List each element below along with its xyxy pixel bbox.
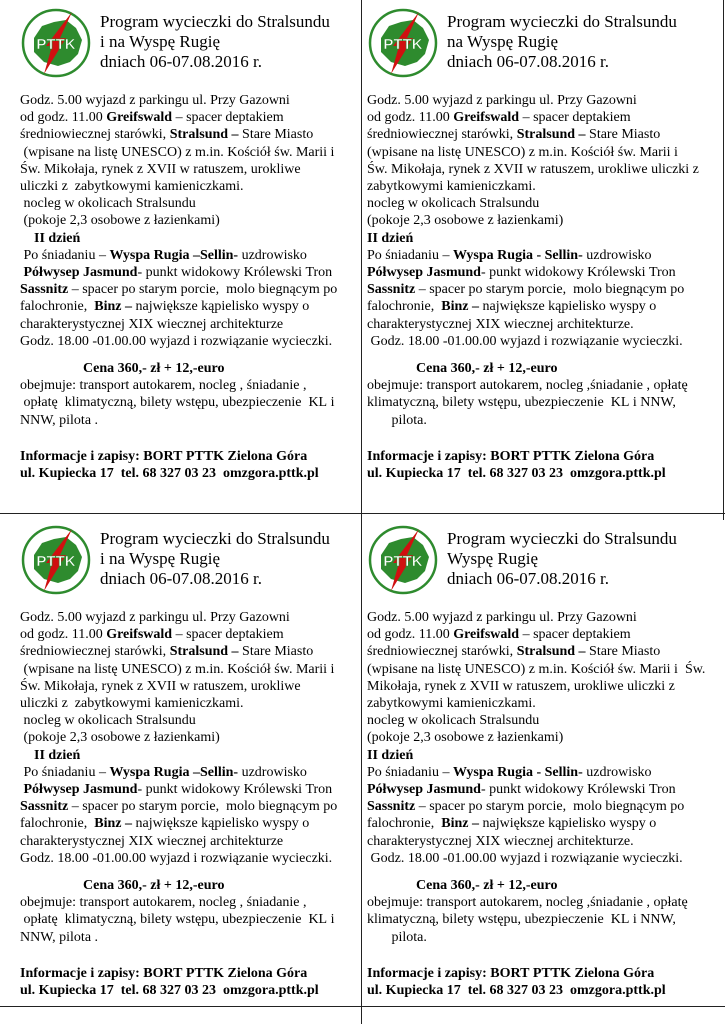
program-line bbox=[367, 230, 712, 247]
program-line bbox=[367, 247, 712, 264]
flyer-body bbox=[20, 92, 365, 482]
text: (wpisane na listę UNESCO) z m.in. Kościół św. Marii i bbox=[20, 144, 335, 160]
text: uzdrowisko bbox=[238, 764, 307, 780]
right-edge-line bbox=[723, 0, 724, 520]
text: (pokoje 2,3 osobowe z łazienkami) bbox=[367, 730, 564, 746]
program-line bbox=[20, 412, 365, 429]
program-line bbox=[367, 678, 712, 695]
text: falochronie, bbox=[367, 816, 442, 832]
bold-text: Sassnitz bbox=[20, 282, 69, 298]
program-line bbox=[367, 281, 712, 298]
text: największe kąpielisko wyspy o bbox=[478, 299, 657, 315]
text: NNW, pilota . bbox=[20, 412, 99, 428]
program-line bbox=[20, 764, 365, 781]
program-line bbox=[20, 815, 365, 832]
title-line: na Wyspę Rugię bbox=[447, 32, 559, 51]
bold-text: Binz – bbox=[441, 299, 479, 315]
program-line bbox=[20, 833, 365, 850]
flyer-body bbox=[367, 92, 712, 482]
text: uzdrowisko bbox=[582, 247, 652, 263]
text: nocleg w okolicach Stralsundu bbox=[367, 196, 540, 212]
flyer-title bbox=[447, 12, 677, 72]
program-line bbox=[20, 178, 365, 195]
spacer bbox=[367, 429, 712, 448]
bold-text: Cena 360,- zł + 12,-euro bbox=[20, 361, 225, 377]
bold-text: Wyspa Rugia –Sellin- bbox=[109, 247, 239, 263]
bold-text: II dzień bbox=[367, 747, 414, 763]
text: nocleg w okolicach Stralsundu bbox=[367, 713, 540, 729]
text: charakterystycznej XIX wiecznej architekturze bbox=[20, 316, 284, 332]
text: obejmuje: transport autokarem, nocleg , śniadanie , bbox=[20, 895, 307, 911]
program-line bbox=[367, 298, 712, 315]
bold-text: Półwysep Jasmund bbox=[367, 782, 481, 798]
text: – spacer deptakiem bbox=[519, 110, 631, 126]
program-line bbox=[20, 643, 365, 660]
bold-text: Wyspa Rugia –Sellin- bbox=[109, 764, 239, 780]
program-line bbox=[20, 212, 365, 229]
text: – spacer deptakiem bbox=[172, 110, 284, 126]
program-line bbox=[367, 394, 712, 411]
flyer-title bbox=[447, 529, 677, 589]
title-line: i na Wyspę Rugię bbox=[100, 32, 221, 51]
title-line: Program wycieczki do Stralsundu bbox=[447, 529, 677, 548]
bold-text: Sassnitz bbox=[20, 799, 69, 815]
text: charakterystycznej XIX wiecznej architekturze bbox=[20, 833, 284, 849]
text: - punkt widokowy Królewski Tron bbox=[480, 265, 676, 281]
spacer bbox=[20, 867, 365, 877]
text: uzdrowisko bbox=[238, 247, 307, 263]
flyer-card bbox=[367, 8, 717, 508]
program-line bbox=[367, 850, 712, 867]
program-line bbox=[367, 144, 712, 161]
program-line bbox=[20, 712, 365, 729]
bold-text: Półwysep Jasmund bbox=[20, 265, 138, 281]
program-line bbox=[20, 316, 365, 333]
program-line bbox=[20, 333, 365, 350]
bold-text: Cena 360,- zł + 12,-euro bbox=[20, 878, 225, 894]
text: od godz. 11.00 bbox=[367, 627, 454, 643]
program-line bbox=[20, 781, 365, 798]
program-line bbox=[367, 316, 712, 333]
bold-text: II dzień bbox=[20, 230, 81, 246]
program-line bbox=[367, 747, 712, 764]
flyer-title bbox=[100, 12, 330, 72]
bold-text: Informacje i zapisy: BORT PTTK Zielona Góra bbox=[367, 965, 655, 981]
text: Godz. 18.00 -01.00.00 wyjazd i rozwiązanie wycieczki. bbox=[367, 333, 683, 349]
text: od godz. 11.00 bbox=[367, 110, 454, 126]
spacer bbox=[367, 867, 712, 877]
bold-text: Półwysep Jasmund bbox=[367, 265, 481, 281]
pttk-logo-icon bbox=[20, 8, 92, 78]
program-line bbox=[367, 729, 712, 746]
program-line bbox=[20, 360, 365, 377]
bold-text: ul. Kupiecka 17 tel. 68 327 03 23 omzgora.pttk.pl bbox=[367, 983, 666, 999]
text: uliczki z zabytkowymi kamieniczkami. bbox=[20, 696, 244, 712]
program-line bbox=[367, 911, 712, 928]
text: charakterystycznej XIX wiecznej architekturze. bbox=[367, 833, 634, 849]
program-line bbox=[367, 195, 712, 212]
text: – spacer deptakiem bbox=[172, 627, 284, 643]
program-line bbox=[367, 764, 712, 781]
program-line bbox=[367, 92, 712, 109]
program-line bbox=[367, 712, 712, 729]
flyer-card bbox=[20, 525, 370, 1025]
title-line: dniach 06-07.08.2016 r. bbox=[447, 569, 609, 588]
program-line bbox=[20, 126, 365, 143]
program-line bbox=[367, 643, 712, 660]
program-line bbox=[367, 661, 712, 678]
text: Godz. 18.00 -01.00.00 wyjazd i rozwiązanie wycieczki. bbox=[20, 333, 333, 349]
text: zabytkowymi kamieniczkami. bbox=[367, 696, 536, 712]
text: Godz. 18.00 -01.00.00 wyjazd i rozwiązanie wycieczki. bbox=[20, 850, 333, 866]
program-line bbox=[367, 695, 712, 712]
bold-text: Binz – bbox=[94, 816, 132, 832]
text: Św. Mikołaja, rynek z XVII w ratuszem, urokliwe bbox=[20, 161, 301, 177]
title-line: Program wycieczki do Stralsundu bbox=[447, 12, 677, 31]
program-line bbox=[20, 144, 365, 161]
bold-text: Binz – bbox=[94, 299, 132, 315]
text: Stare Miasto bbox=[585, 127, 661, 143]
program-line bbox=[367, 798, 712, 815]
program-line bbox=[367, 982, 712, 999]
text: - punkt widokowy Królewski Tron bbox=[137, 782, 333, 798]
bold-text: Informacje i zapisy: BORT PTTK Zielona Góra bbox=[367, 448, 655, 464]
text: opłatę klimatyczną, bilety wstępu, ubezpieczenie KL i bbox=[20, 912, 335, 928]
program-line bbox=[367, 626, 712, 643]
text: Stare Miasto bbox=[238, 644, 314, 660]
program-line bbox=[20, 609, 365, 626]
bold-text: Greifswald bbox=[106, 110, 173, 126]
program-line bbox=[20, 678, 365, 695]
title-line: Wyspę Rugię bbox=[447, 549, 539, 568]
program-line bbox=[367, 929, 712, 946]
bold-text: Wyspa Rugia - Sellin- bbox=[452, 764, 583, 780]
text: (pokoje 2,3 osobowe z łazienkami) bbox=[20, 213, 220, 229]
text: charakterystycznej XIX wiecznej architekturze. bbox=[367, 316, 634, 332]
flyer-card bbox=[20, 8, 370, 508]
title-line: dniach 06-07.08.2016 r. bbox=[100, 569, 262, 588]
title-line: dniach 06-07.08.2016 r. bbox=[447, 52, 609, 71]
text: – spacer deptakiem bbox=[519, 627, 631, 643]
text: falochronie, bbox=[367, 299, 442, 315]
bold-text: Stralsund – bbox=[516, 127, 586, 143]
pttk-logo-icon bbox=[367, 525, 439, 595]
bold-text: Informacje i zapisy: BORT PTTK Zielona Góra bbox=[20, 965, 308, 981]
flyer-body bbox=[20, 609, 365, 999]
program-line bbox=[367, 877, 712, 894]
program-line bbox=[367, 412, 712, 429]
text: falochronie, bbox=[20, 299, 95, 315]
program-line bbox=[20, 661, 365, 678]
text: największe kąpielisko wyspy o bbox=[478, 816, 657, 832]
text: Godz. 18.00 -01.00.00 wyjazd i rozwiązanie wycieczki. bbox=[367, 850, 683, 866]
text: NNW, pilota . bbox=[20, 929, 99, 945]
text: od godz. 11.00 bbox=[20, 110, 107, 126]
text: – spacer po starym porcie, molo biegnącym po bbox=[68, 799, 338, 815]
logo-text: PTTK bbox=[383, 36, 423, 53]
text: Św. Mikołaja, rynek z XVII w ratuszem, urokliwe uliczki z bbox=[367, 161, 699, 177]
program-line bbox=[20, 264, 365, 281]
program-line bbox=[367, 178, 712, 195]
text: Godz. 5.00 wyjazd z parkingu ul. Przy Gazowni bbox=[367, 610, 637, 625]
text: zabytkowymi kamieniczkami. bbox=[367, 179, 536, 195]
program-line bbox=[20, 747, 365, 764]
program-line bbox=[20, 695, 365, 712]
bold-text: Cena 360,- zł + 12,-euro bbox=[367, 878, 558, 894]
program-line bbox=[367, 212, 712, 229]
spacer bbox=[367, 946, 712, 965]
program-line bbox=[20, 161, 365, 178]
flyer-body bbox=[367, 609, 712, 999]
text: Po śniadaniu – bbox=[20, 764, 110, 780]
program-line bbox=[367, 815, 712, 832]
bold-text: II dzień bbox=[367, 230, 414, 246]
logo-text: PTTK bbox=[36, 36, 76, 53]
program-line bbox=[367, 833, 712, 850]
program-line bbox=[367, 264, 712, 281]
program-line bbox=[20, 394, 365, 411]
text: uliczki z zabytkowymi kamieniczkami. bbox=[20, 179, 244, 195]
bold-text: Wyspa Rugia - Sellin- bbox=[452, 247, 583, 263]
text: Stare Miasto bbox=[585, 644, 661, 660]
text: pilota. bbox=[367, 412, 427, 428]
text: uzdrowisko bbox=[582, 764, 652, 780]
program-line bbox=[20, 448, 365, 465]
text: nocleg w okolicach Stralsundu bbox=[20, 196, 196, 212]
text: średniowiecznej starówki, bbox=[367, 644, 517, 660]
bold-text: Sassnitz bbox=[367, 799, 416, 815]
text: średniowiecznej starówki, bbox=[20, 127, 170, 143]
text: klimatyczną, bilety wstępu, ubezpieczenie KL i NNW, bbox=[367, 395, 676, 411]
program-line bbox=[20, 465, 365, 482]
program-line bbox=[20, 92, 365, 109]
spacer bbox=[20, 429, 365, 448]
program-line bbox=[20, 729, 365, 746]
bold-text: Greifswald bbox=[453, 110, 520, 126]
text: (wpisane na listę UNESCO) z m.in. Kościół św. Marii i Św. bbox=[367, 661, 706, 677]
text: (wpisane na listę UNESCO) z m.in. Kościół św. Marii i bbox=[20, 661, 335, 677]
bold-text: Sassnitz bbox=[367, 282, 416, 298]
text: średniowiecznej starówki, bbox=[20, 644, 170, 660]
bold-text: Stralsund – bbox=[516, 644, 586, 660]
program-line bbox=[20, 929, 365, 946]
bold-text: Stralsund – bbox=[169, 644, 239, 660]
program-line bbox=[20, 377, 365, 394]
bold-text: Greifswald bbox=[106, 627, 173, 643]
text: obejmuje: transport autokarem, nocleg ,śniadanie , opłatę bbox=[367, 378, 688, 394]
program-line bbox=[20, 298, 365, 315]
program-line bbox=[20, 894, 365, 911]
pttk-logo-icon bbox=[367, 8, 439, 78]
pttk-logo-icon bbox=[20, 525, 92, 595]
text: – spacer po starym porcie, molo biegnącym po bbox=[415, 799, 685, 815]
text: – spacer po starym porcie, molo biegnącym po bbox=[68, 282, 338, 298]
text: największe kąpielisko wyspy o bbox=[131, 816, 310, 832]
program-line bbox=[20, 911, 365, 928]
program-line bbox=[20, 850, 365, 867]
bold-text: ul. Kupiecka 17 tel. 68 327 03 23 omzgora.pttk.pl bbox=[367, 466, 666, 482]
text: Po śniadaniu – bbox=[20, 247, 110, 263]
program-line bbox=[367, 465, 712, 482]
program-line bbox=[367, 609, 712, 626]
spacer bbox=[20, 350, 365, 360]
program-line bbox=[20, 109, 365, 126]
text: (pokoje 2,3 osobowe z łazienkami) bbox=[20, 730, 220, 746]
logo-text: PTTK bbox=[36, 553, 76, 570]
text: opłatę klimatyczną, bilety wstępu, ubezpieczenie KL i bbox=[20, 395, 335, 411]
bold-text: II dzień bbox=[20, 747, 81, 763]
program-line bbox=[367, 109, 712, 126]
program-line bbox=[367, 377, 712, 394]
program-line bbox=[367, 161, 712, 178]
bold-text: Informacje i zapisy: BORT PTTK Zielona Góra bbox=[20, 448, 308, 464]
bold-text: Binz – bbox=[441, 816, 479, 832]
title-line: dniach 06-07.08.2016 r. bbox=[100, 52, 262, 71]
program-line bbox=[20, 626, 365, 643]
program-line bbox=[20, 281, 365, 298]
text: falochronie, bbox=[20, 816, 95, 832]
spacer bbox=[367, 350, 712, 360]
text: klimatyczną, bilety wstępu, ubezpieczenie KL i NNW, bbox=[367, 912, 676, 928]
program-line bbox=[20, 965, 365, 982]
bold-text: ul. Kupiecka 17 tel. 68 327 03 23 omzgora.pttk.pl bbox=[20, 466, 319, 482]
text: (wpisane na listę UNESCO) z m.in. Kościół św. Marii i bbox=[367, 144, 678, 160]
title-line: Program wycieczki do Stralsundu bbox=[100, 12, 330, 31]
text: Po śniadaniu – bbox=[367, 247, 453, 263]
program-line bbox=[367, 126, 712, 143]
text: - punkt widokowy Królewski Tron bbox=[137, 265, 333, 281]
title-line: Program wycieczki do Stralsundu bbox=[100, 529, 330, 548]
text: Po śniadaniu – bbox=[367, 764, 453, 780]
text: nocleg w okolicach Stralsundu bbox=[20, 713, 196, 729]
spacer bbox=[20, 946, 365, 965]
logo-text: PTTK bbox=[383, 553, 423, 570]
program-line bbox=[20, 877, 365, 894]
program-line bbox=[367, 448, 712, 465]
text: średniowiecznej starówki, bbox=[367, 127, 517, 143]
program-line bbox=[367, 965, 712, 982]
program-line bbox=[20, 798, 365, 815]
program-line bbox=[20, 230, 365, 247]
text: Św. Mikołaja, rynek z XVII w ratuszem, urokliwe bbox=[20, 678, 301, 694]
program-line bbox=[367, 333, 712, 350]
text: - punkt widokowy Królewski Tron bbox=[480, 782, 676, 798]
bold-text: ul. Kupiecka 17 tel. 68 327 03 23 omzgora.pttk.pl bbox=[20, 983, 319, 999]
program-line bbox=[367, 894, 712, 911]
text: obejmuje: transport autokarem, nocleg , śniadanie , bbox=[20, 378, 307, 394]
program-line bbox=[367, 360, 712, 377]
text: – spacer po starym porcie, molo biegnącym po bbox=[415, 282, 685, 298]
flyer-title bbox=[100, 529, 330, 589]
text: Mikołaja, rynek z XVII w ratuszem, urokliwe uliczki z bbox=[367, 678, 675, 694]
text: Godz. 5.00 wyjazd z parkingu ul. Przy Gazowni bbox=[20, 610, 290, 625]
text: obejmuje: transport autokarem, nocleg ,śniadanie , opłatę bbox=[367, 895, 688, 911]
text: Stare Miasto bbox=[238, 127, 314, 143]
program-line bbox=[20, 247, 365, 264]
text: Godz. 5.00 wyjazd z parkingu ul. Przy Gazowni bbox=[367, 93, 637, 108]
horizontal-cut-line bbox=[0, 513, 725, 514]
program-line bbox=[367, 781, 712, 798]
text: (pokoje 2,3 osobowe z łazienkami) bbox=[367, 213, 564, 229]
bold-text: Stralsund – bbox=[169, 127, 239, 143]
text: od godz. 11.00 bbox=[20, 627, 107, 643]
text: największe kąpielisko wyspy o bbox=[131, 299, 310, 315]
bold-text: Cena 360,- zł + 12,-euro bbox=[367, 361, 558, 377]
title-line: i na Wyspę Rugię bbox=[100, 549, 221, 568]
bold-text: Greifswald bbox=[453, 627, 520, 643]
bold-text: Półwysep Jasmund bbox=[20, 782, 138, 798]
program-line bbox=[20, 195, 365, 212]
text: Godz. 5.00 wyjazd z parkingu ul. Przy Gazowni bbox=[20, 93, 290, 108]
program-line bbox=[20, 982, 365, 999]
text: pilota. bbox=[367, 929, 427, 945]
flyer-card bbox=[367, 525, 717, 1025]
